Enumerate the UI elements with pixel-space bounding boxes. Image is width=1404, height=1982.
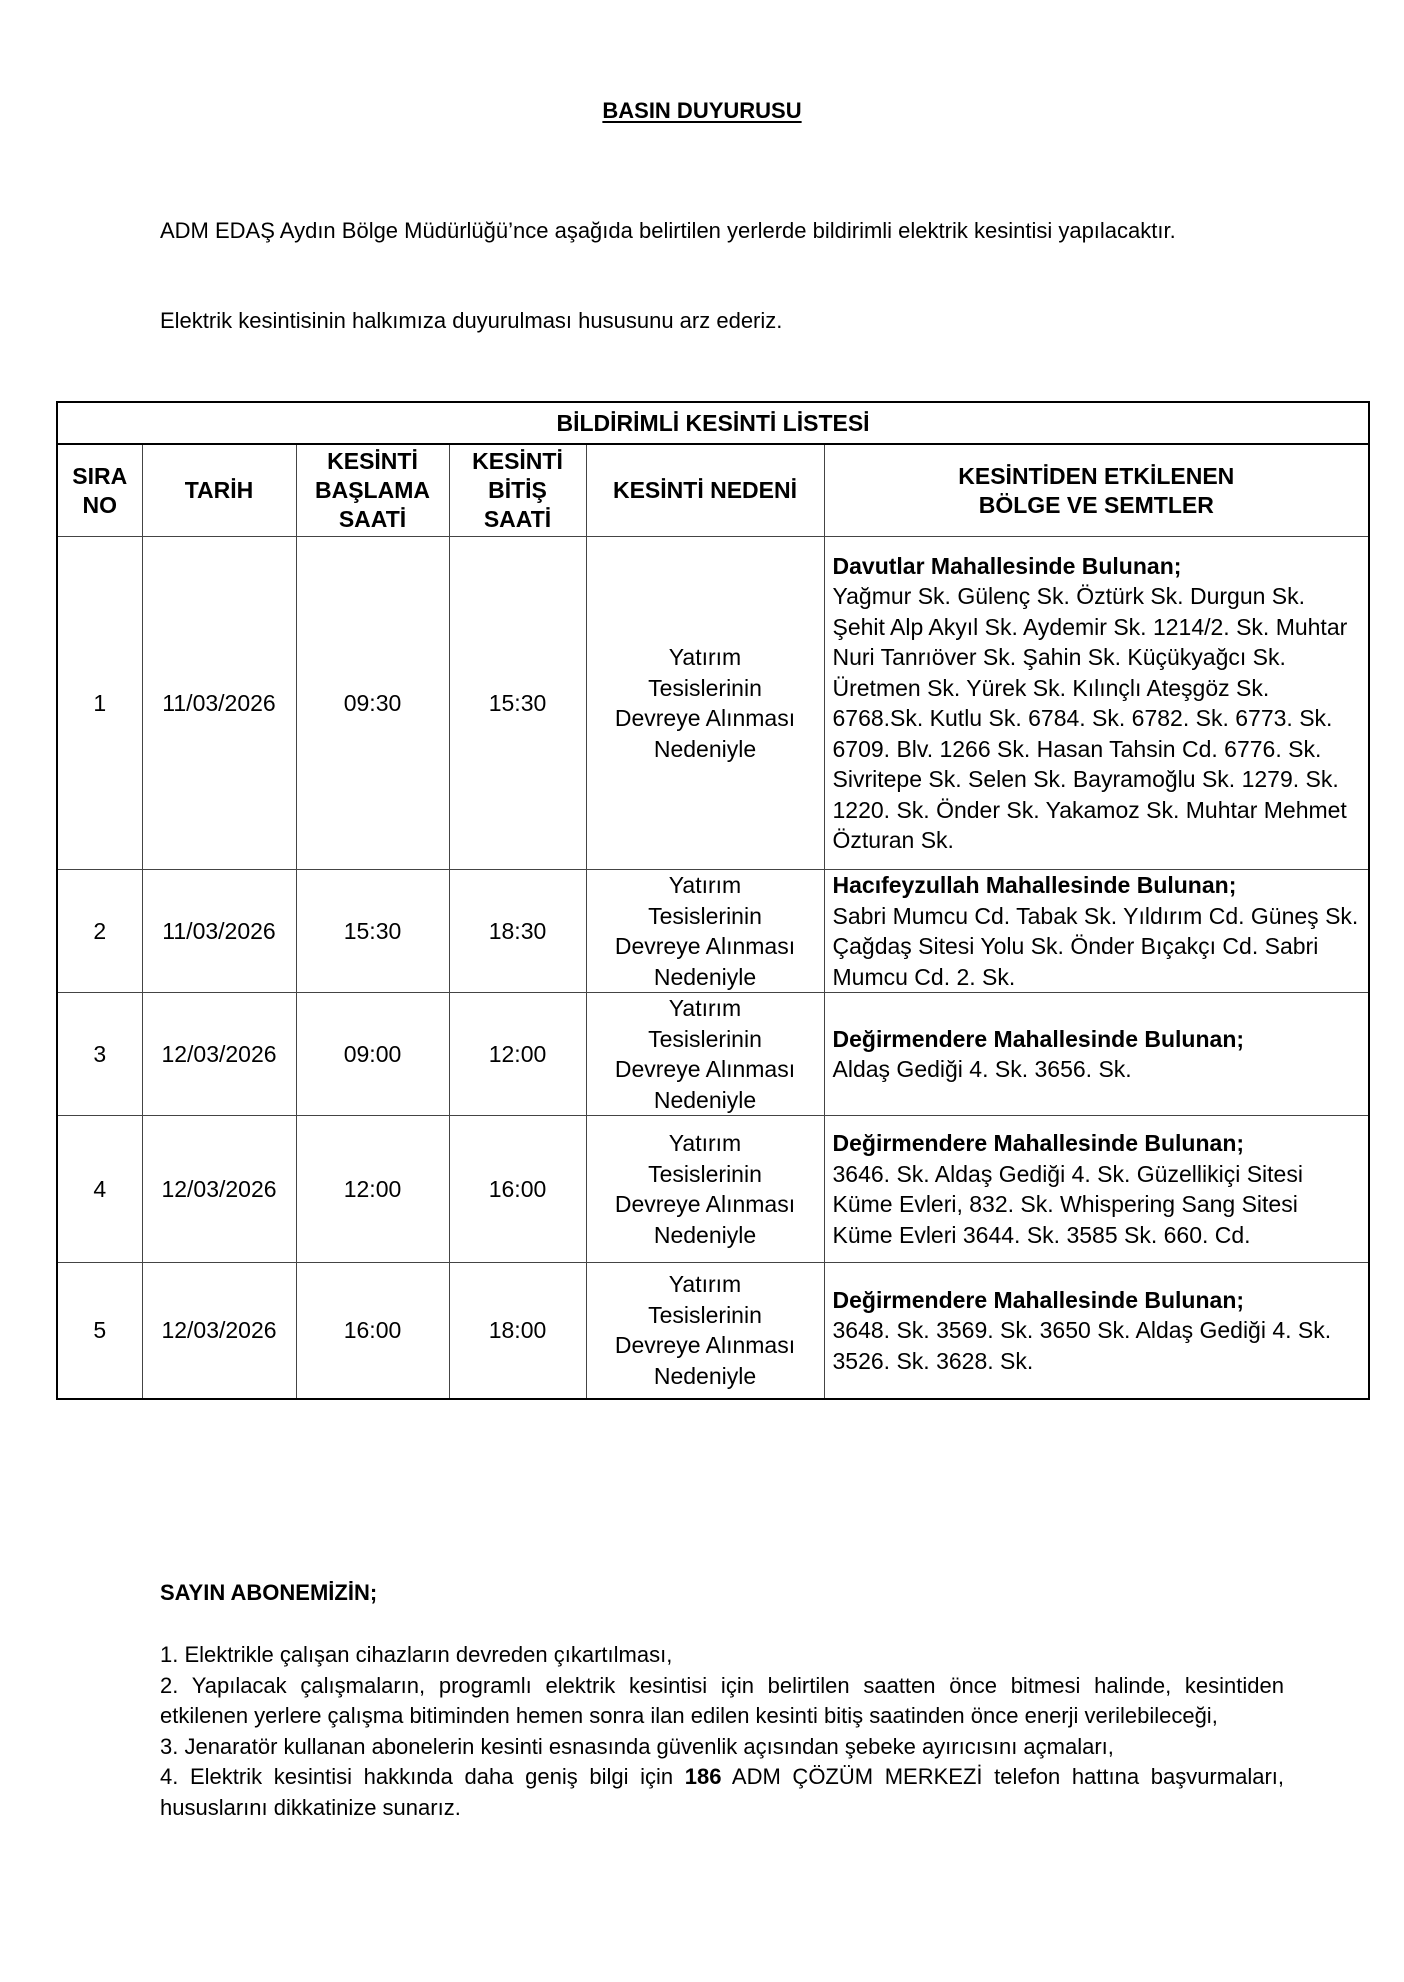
notice-item: 4. Elektrik kesintisi hakkında daha geniş bilgi için 186 ADM ÇÖZÜM MERKEZİ telefon hattına başvurmaları, hususlarını dikkatinize sunarız. [160,1764,1284,1820]
row-reason: Yatırım Tesislerinin Devreye Alınması Nedeniyle [586,1116,824,1263]
row-no: 1 [57,537,142,870]
header-areas: KESİNTİDEN ETKİLENEN BÖLGE VE SEMTLER [824,444,1369,537]
row-end-time: 18:00 [449,1263,586,1399]
table-row [57,1263,1369,1399]
outage-table [56,401,1370,1400]
row-start-time: 15:30 [296,870,449,993]
row-start-time: 09:30 [296,537,449,870]
street-list: 3646. Sk. Aldaş Gediği 4. Sk. Güzellikiçi Sitesi Küme Evleri, 832. Sk. Whispering Sang Sitesi Küme Evleri 3644. Sk. 3585 Sk. 660. Cd. [832,1160,1303,1248]
row-reason: Yatırım Tesislerinin Devreye Alınması Nedeniyle [586,870,824,993]
table-row [57,1116,1369,1263]
row-no: 2 [57,870,142,993]
row-reason: Yatırım Tesislerinin Devreye Alınması Nedeniyle [586,537,824,870]
neighborhood-heading: Değirmendere Mahallesinde Bulunan; [832,1130,1245,1156]
notice-item: 1. Elektrikle çalışan cihazların devreden çıkartılması, [160,1642,673,1667]
page-title: BASIN DUYURUSU [602,98,802,123]
header-start: KESİNTİ BAŞLAMA SAATİ [296,444,449,537]
street-list: 3648. Sk. 3569. Sk. 3650 Sk. Aldaş Gediği 4. Sk. 3526. Sk. 3628. Sk. [832,1317,1332,1374]
hotline-number: 186 [684,1764,722,1789]
notice-item: 2. Yapılacak çalışmaların, programlı elektrik kesintisi için belirtilen saatten önce bitmesi halinde, kesintiden etkilenen yerlere çalışma bitiminden hemen sonra ilan edilen kesinti bitiş saatinden önce enerji verilebileceği, [160,1672,1284,1728]
row-end-time: 12:00 [449,993,586,1116]
neighborhood-heading: Davutlar Mahallesinde Bulunan; [832,552,1182,579]
row-reason: Yatırım Tesislerinin Devreye Alınması Nedeniyle [586,1263,824,1399]
header-end: KESİNTİ BİTİŞ SAATİ [449,444,586,537]
neighborhood-heading: Değirmendere Mahallesinde Bulunan; [832,1025,1245,1052]
row-start-time: 16:00 [296,1263,449,1399]
row-end-time: 15:30 [449,537,586,870]
row-no: 4 [57,1116,142,1263]
row-start-time: 12:00 [296,1116,449,1263]
header-date: TARİH [142,444,296,537]
street-list: Sabri Mumcu Cd. Tabak Sk. Yıldırım Cd. Güneş Sk. Çağdaş Sitesi Yolu Sk. Önder Bıçakçı Cd. Sabri Mumcu Cd. 2. Sk. [832,902,1359,990]
row-end-time: 18:30 [449,870,586,993]
row-end-time: 16:00 [449,1116,586,1263]
street-list: Aldaş Gediği 4. Sk. 3656. Sk. [832,1056,1132,1082]
neighborhood-heading: Değirmendere Mahallesinde Bulunan; [832,1286,1245,1313]
row-date: 12/03/2026 [142,1263,296,1399]
row-areas [824,993,1369,1116]
row-date: 12/03/2026 [142,1116,296,1263]
row-date: 12/03/2026 [142,993,296,1116]
table-row [57,537,1369,870]
header-reason: KESİNTİ NEDENİ [586,444,824,537]
table-row [57,993,1369,1116]
subscriber-notice-heading: SAYIN ABONEMİZİN; [160,1580,378,1605]
street-list: Yağmur Sk. Gülenç Sk. Öztürk Sk. Durgun Sk. Şehit Alp Akyıl Sk. Aydemir Sk. 1214/2. Sk. Muhtar Nuri Tanrıöver Sk. Şahin Sk. Küçükyağcı Sk. Üretmen Sk. Yürek Sk. Kılınçlı Ateşgöz Sk. 6768.Sk. Kutlu Sk. 6784. Sk. 6782. Sk. 6773. Sk. 6709. Blv. 1266 Sk. Hasan Tahsin Cd. 6776. Sk. Sivritepe Sk. Selen Sk. Bayramoğlu Sk. 1279. Sk. 1220. Sk. Önder Sk. Yakamoz Sk. Muhtar Mehmet Özturan Sk. [832,583,1348,853]
row-start-time: 09:00 [296,993,449,1116]
table-title: BİLDİRİMLİ KESİNTİ LİSTESİ [57,402,1369,444]
intro-paragraph: ADM EDAŞ Aydın Bölge Müdürlüğü’nce aşağıda belirtilen yerlerde bildirimli elektrik kesintisi yapılacaktır. [160,218,1176,243]
row-areas [824,1116,1369,1263]
table-row [57,870,1369,993]
row-date: 11/03/2026 [142,537,296,870]
row-date: 11/03/2026 [142,870,296,993]
row-no: 3 [57,993,142,1116]
row-areas [824,1263,1369,1399]
row-areas [824,870,1369,993]
subscriber-notice-list [160,1640,1284,1823]
row-no: 5 [57,1263,142,1399]
row-areas [824,537,1369,870]
neighborhood-heading: Hacıfeyzullah Mahallesinde Bulunan; [832,872,1237,898]
row-reason: Yatırım Tesislerinin Devreye Alınması Nedeniyle [586,993,824,1116]
intro-paragraph-request: Elektrik kesintisinin halkımıza duyurulması hususunu arz ederiz. [160,308,783,333]
header-no: SIRA NO [57,444,142,537]
notice-item: 3. Jenaratör kullanan abonelerin kesinti esnasında güvenlik açısından şebeke ayırıcısını açmaları, [160,1733,1114,1759]
table-header-row [57,444,1369,537]
